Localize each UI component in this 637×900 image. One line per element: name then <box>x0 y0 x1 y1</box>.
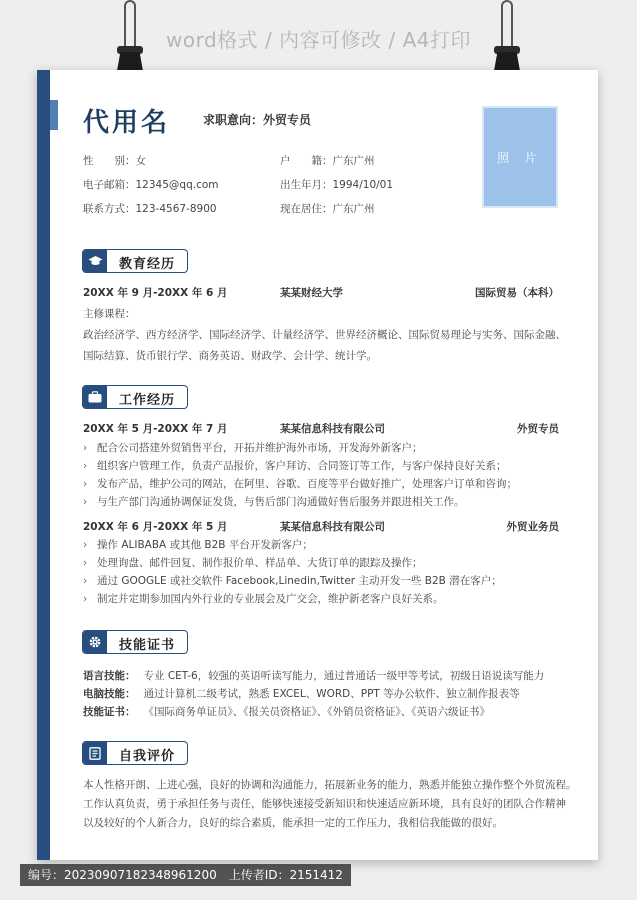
section-title: 工作经历 <box>119 393 176 408</box>
resume-name: 代用名 <box>83 108 171 138</box>
section-title: 技能证书 <box>119 638 176 653</box>
section-title: 自我评价 <box>119 749 176 764</box>
info-label: 联系方式： <box>83 203 136 215</box>
info-label: 现在居住： <box>280 203 333 215</box>
chevron-right-icon: › <box>83 460 88 472</box>
footer-id-value: 20230907182348961200 <box>64 868 217 882</box>
job-bullet: › 发布产品，维护公司的网站，在阿里、谷歌、百度等平台做好推广，处理客户订单和咨询； <box>83 478 517 490</box>
info-value: 12345@qq.com <box>135 179 219 191</box>
info-phone <box>83 201 217 216</box>
job-company: 某某信息科技有限公司 <box>280 521 385 533</box>
chevron-right-icon: › <box>83 496 88 508</box>
edu-courses-line: 国际结算、货币银行学、商务英语、财政学、会计学、统计学。 <box>83 350 377 362</box>
evaluation-line: 本人性格开朗、上进心强，良好的协调和沟通能力，拓展新业务的能力，熟悉并能独立操作整个外贸流程。 <box>83 779 577 791</box>
chevron-right-icon: › <box>83 539 88 551</box>
edu-school: 某某财经大学 <box>280 287 343 299</box>
job-intent-label: 求职意向： <box>203 113 264 127</box>
info-value: 123-4567-8900 <box>135 203 217 215</box>
job-bullet: › 操作 ALIBABA 或其他 B2B 平台开发新客户； <box>83 539 313 551</box>
section-work <box>82 385 188 409</box>
chevron-right-icon: › <box>83 575 88 587</box>
job-intent-value: 外贸专员 <box>263 113 312 127</box>
job-company: 某某信息科技有限公司 <box>280 423 385 435</box>
info-value: 广东广州 <box>332 203 375 215</box>
left-stripe <box>37 70 50 860</box>
section-skills <box>82 630 188 654</box>
info-birth <box>280 177 393 192</box>
photo-placeholder <box>482 106 558 208</box>
evaluation-line: 以及较好的个人新合力，良好的综合素质，能承担一定的工作压力，我相信我能做的很好。 <box>83 817 503 829</box>
edu-period: 20XX 年 9 月-20XX 年 6 月 <box>83 287 228 299</box>
job-period: 20XX 年 5 月-20XX 年 7 月 <box>83 423 228 435</box>
job-role: 外贸专员 <box>517 423 559 435</box>
chevron-right-icon: › <box>83 557 88 569</box>
section-title: 教育经历 <box>119 257 176 272</box>
resume-paper <box>37 70 598 860</box>
footer-id-label: 编号： <box>28 868 65 882</box>
graduation-cap-icon <box>83 250 107 272</box>
job-bullet: › 与生产部门沟通协调保证发货，与售后部门沟通做好售后服务并跟进相关工作。 <box>83 496 465 508</box>
banner-text: word格式 / 内容可修改 / A4打印 <box>166 28 471 52</box>
job-bullet: › 通过 GOOGLE 或社交软件 Facebook,Linedin,Twitter 主动开发一些 B2B 潜在客户； <box>83 575 502 587</box>
info-email <box>83 177 219 192</box>
footer-bar <box>20 864 351 886</box>
info-residence <box>280 201 375 216</box>
gear-icon <box>83 631 107 653</box>
section-education <box>82 249 188 273</box>
skill-row: 电脑技能： 通过计算机二级考试，熟悉 EXCEL、WORD、PPT 等办公软件、独立制作报表等 <box>83 688 520 700</box>
info-hometown <box>280 153 375 168</box>
info-label: 性 别： <box>83 155 136 167</box>
chevron-right-icon: › <box>83 442 88 454</box>
edu-courses-label: 主修课程： <box>83 308 136 320</box>
job-role: 外贸业务员 <box>506 521 559 533</box>
job-bullet: › 配合公司搭建外贸销售平台，开拓并维护海外市场，开发海外新客户； <box>83 442 423 454</box>
info-value: 广东广州 <box>332 155 375 167</box>
photo-label: 照 片 <box>497 150 543 165</box>
job-intent <box>203 111 311 128</box>
info-label: 电子邮箱： <box>83 179 136 191</box>
chevron-right-icon: › <box>83 593 88 605</box>
info-gender <box>83 153 146 168</box>
name-accent-bar <box>50 100 58 130</box>
edu-major: 国际贸易（本科） <box>475 287 559 299</box>
notebook-icon <box>83 742 107 764</box>
info-value: 1994/10/01 <box>332 179 394 191</box>
info-label: 出生年月： <box>280 179 333 191</box>
job-bullet: › 制定并定期参加国内外行业的专业展会及广交会，维护新老客户良好关系。 <box>83 593 444 605</box>
edu-courses-line: 政治经济学、西方经济学、国际经济学、计量经济学、世界经济概论、国际贸易理论与实务、国际金融、 <box>83 329 566 341</box>
chevron-right-icon: › <box>83 478 88 490</box>
section-evaluation <box>82 741 188 765</box>
footer-uploader-label: 上传者ID： <box>228 868 290 882</box>
briefcase-icon <box>83 386 107 408</box>
job-period: 20XX 年 6 月-20XX 年 5 月 <box>83 521 228 533</box>
skill-row: 语言技能： 专业 CET-6，较强的英语听读写能力，通过普通话一级甲等考试，初级日语说读写能力 <box>83 670 545 682</box>
job-bullet: › 处理询盘、邮件回复、制作报价单、样品单、大货订单的跟踪及操作； <box>83 557 423 569</box>
info-label: 户 籍： <box>280 155 333 167</box>
job-bullet: › 组织客户管理工作，负责产品报价，客户拜访、合同签订等工作，与客户保持良好关系； <box>83 460 507 472</box>
footer-uploader-value: 2151412 <box>289 868 343 882</box>
evaluation-line: 工作认真负责，勇于承担任务与责任，能够快速接受新知识和快速适应新环境，具有良好的团队合作精神 <box>83 798 566 810</box>
skill-row: 技能证书： 《国际商务单证员》、《报关员资格证》、《外销员资格证》、《英语六级证书》 <box>83 706 490 718</box>
info-value: 女 <box>135 155 146 167</box>
